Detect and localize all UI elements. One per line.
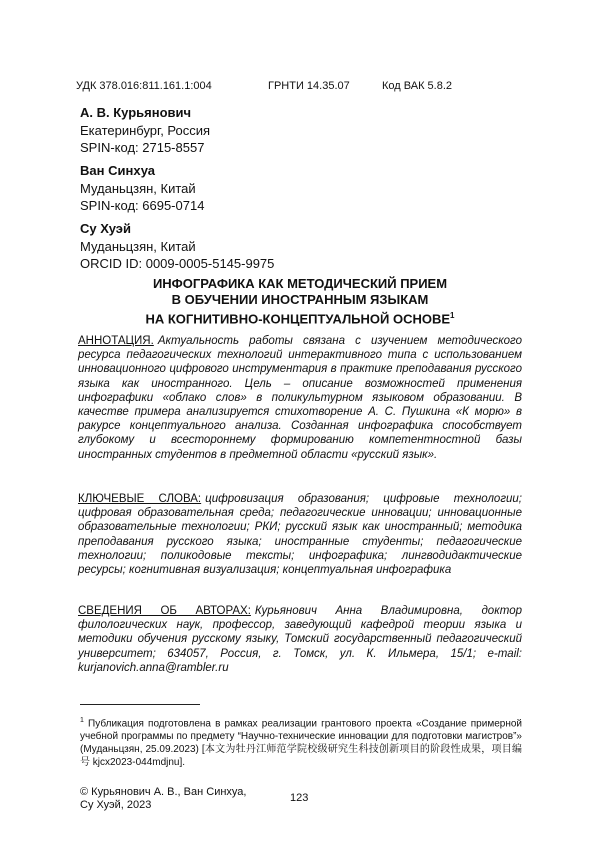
author-entry	[80, 220, 500, 272]
copyright-line: © Курьянович А. В., Ван Синхуа,	[80, 786, 247, 798]
abstract	[78, 334, 522, 462]
author-name: Ван Синхуа	[80, 163, 155, 178]
grnti-code: ГРНТИ 14.35.07	[268, 80, 350, 92]
page-number: 123	[290, 792, 309, 804]
footnote-mark: 1	[80, 717, 84, 724]
about-authors-heading: СВЕДЕНИЯ ОБ АВТОРАХ:	[78, 605, 251, 617]
abstract-text: Актуальность работы связана с изучением методического ресурса педагогических технологий интерактивного типа с использованием инновационного цифрового инструментария в практике преподавания русского языка как иностранного. Цель – описание возможностей применения инфографики «облако слов» в поликультурном языковом образовании. В качестве примера анализируется стихотворение А. С. Пушкина «К морю» в ракурсе концептуального анализа. Созданная инфографика способствует глубокому и всестороннему формированию компетентностной базы иностранных студентов в предметной области «русский язык».	[78, 335, 522, 461]
keywords-heading: КЛЮЧЕВЫЕ СЛОВА:	[78, 493, 202, 505]
abstract-heading: АННОТАЦИЯ.	[78, 335, 154, 347]
author-entry	[80, 104, 500, 156]
title-footnote-mark: 1	[450, 311, 455, 320]
about-authors-text: Курьянович Анна Владимировна, доктор филологических наук, профессор, заведующий кафедрой теории языка и методики обучения русскому языку, Томский государственный педагогический университет; 634057, Россия, г. Томск, ул. К. Ильмера, 15/1; e-mail: kurjanovich.anna@rambler.ru	[78, 605, 522, 674]
author-location: Муданьцзян, Китай	[80, 239, 196, 254]
keywords	[78, 492, 522, 577]
title-line-last	[78, 308, 522, 327]
title-line: В ОБУЧЕНИИ ИНОСТРАННЫМ ЯЗЫКАМ	[171, 292, 429, 307]
author-id: SPIN-код: 2715-8557	[80, 140, 205, 155]
vak-code: Код ВАК 5.8.2	[382, 80, 452, 92]
author-entry	[80, 162, 500, 214]
author-id: ORCID ID: 0009-0005-5145-9975	[80, 256, 275, 271]
footnote-divider	[80, 704, 200, 705]
about-authors	[78, 604, 522, 675]
author-location: Муданьцзян, Китай	[80, 181, 196, 196]
author-location: Екатеринбург, Россия	[80, 123, 211, 138]
title-line: НА КОГНИТИВНО-КОНЦЕПТУАЛЬНОЙ ОСНОВЕ	[145, 311, 451, 327]
title-line: ИНФОГРАФИКА КАК МЕТОДИЧЕСКИЙ ПРИЕМ	[152, 276, 448, 291]
footnote-text: Публикация подготовлена в рамках реализации грантового проекта «Создание примерной учебной программы по предмету “Научно-технические инновации для подготовки магистров”» (Муданьцзян, 25.09.2023) [本文为牡丹江师范学院校级研究生科技创新项目的阶段性成果，项目编号 kjcx2023-044mdjnu].	[80, 718, 522, 769]
article-title	[78, 276, 522, 327]
copyright-line: Су Хуэй, 2023	[80, 799, 152, 811]
copyright-notice	[80, 786, 300, 812]
keywords-text: цифровизация образования; цифровые технологии; цифровая образовательная среда; педагогические инновации; инновационные образовательные технологии; РКИ; русский язык как иностранный; методика преподавания русского языка; иностранные студенты; педагогические технологии; поликодовые тексты; инфографика; лингводидактические ресурсы; когнитивная визуализация; концептуальная инфографика	[78, 493, 522, 577]
udk-code: УДК 378.016:811.161.1:004	[76, 80, 212, 92]
authors-block	[80, 104, 500, 278]
author-name: А. В. Курьянович	[80, 105, 192, 120]
author-id: SPIN-код: 6695-0714	[80, 198, 205, 213]
footnote	[80, 714, 522, 769]
author-name: Су Хуэй	[80, 221, 131, 236]
